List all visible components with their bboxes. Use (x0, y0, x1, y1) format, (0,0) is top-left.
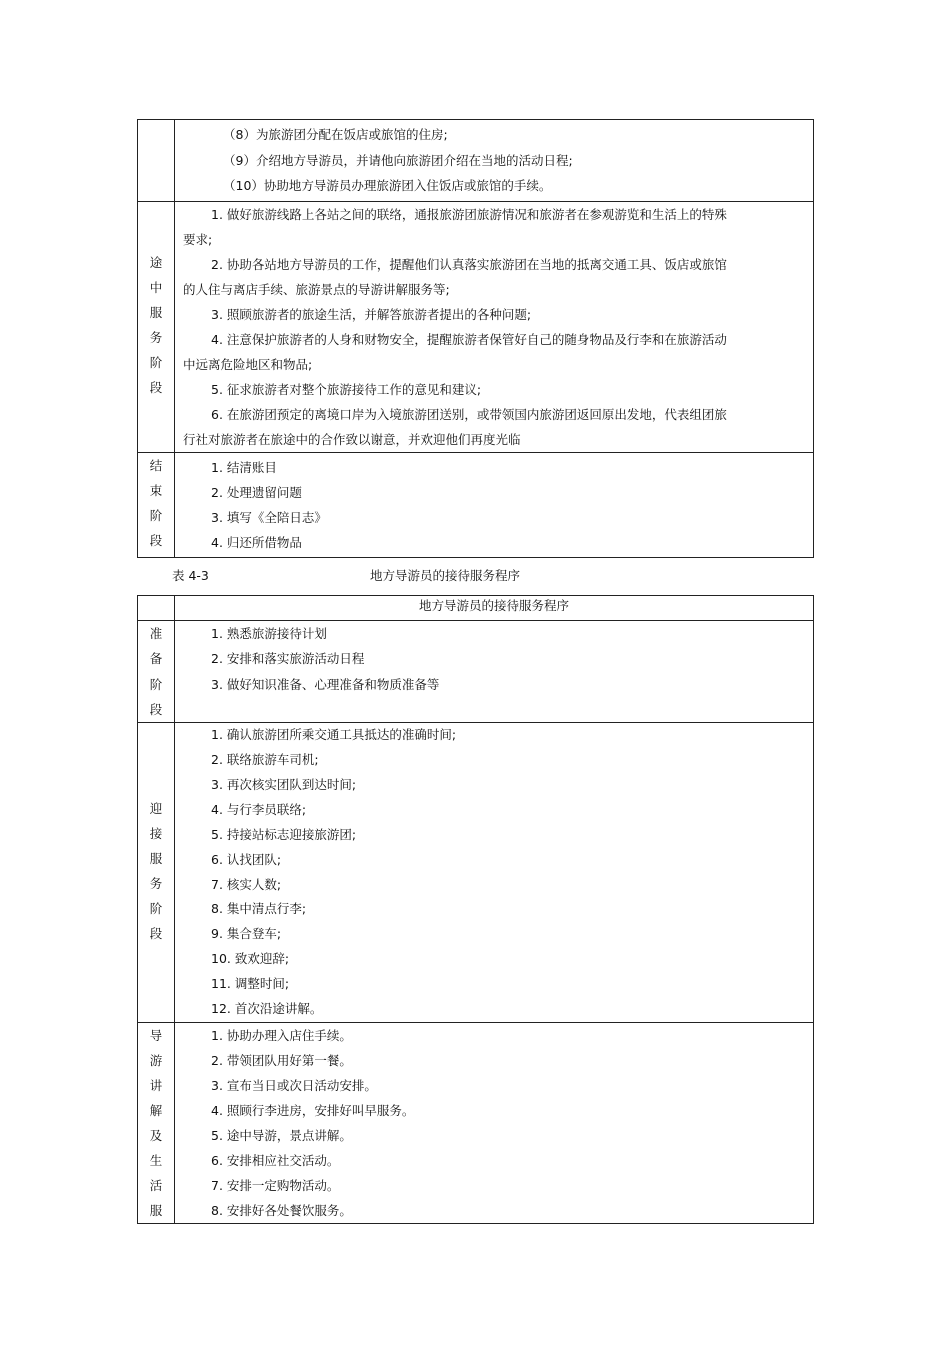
list-item: 4. 注意保护旅游者的人身和财物安全，提醒旅游者保管好自己的随身物品及行李和在旅游活动 (211, 332, 727, 348)
list-item: 1. 结清账目 (211, 460, 277, 476)
stage-cell (138, 621, 175, 723)
empty-space (175, 697, 813, 722)
list-item: 3. 宣布当日或次日活动安排。 (211, 1077, 377, 1093)
table-row (138, 621, 814, 723)
list-item: 1. 协助办理入店住手续。 (211, 1027, 352, 1043)
list-item: 6. 认找团队; (211, 851, 282, 867)
list-item: 6. 安排相应社交活动。 (211, 1152, 340, 1168)
guide-service-table-continued (137, 119, 814, 558)
stage-cell (138, 120, 175, 202)
list-item: 2. 带领团队用好第一餐。 (211, 1052, 352, 1068)
list-item: 要求; (183, 232, 213, 248)
list-item: 中远离危险地区和物品; (183, 357, 313, 373)
list-item: 7. 核实人数; (211, 876, 282, 892)
list-item: （8）为旅游团分配在饭店或旅馆的住房; (223, 127, 448, 142)
table-row (138, 120, 814, 202)
list-item: 5. 征求旅游者对整个旅游接待工作的意见和建议; (211, 382, 482, 398)
list-item: （9）介绍地方导游员，并请他向旅游团介绍在当地的活动日程; (223, 152, 573, 168)
table-row (138, 453, 814, 558)
list-item: 5. 持接站标志迎接旅游团; (211, 826, 357, 842)
list-item: 4. 与行李员联络; (211, 801, 307, 817)
list-item: 11. 调整时间; (211, 976, 290, 992)
list-item: 4. 照顾行李进房，安排好叫早服务。 (211, 1102, 415, 1118)
local-guide-service-table (137, 595, 814, 1224)
table-row (138, 202, 814, 453)
table-body (138, 596, 814, 1224)
stage-cell (138, 453, 175, 558)
list-item: 1. 做好旅游线路上各站之间的联络，通报旅游团旅游情况和旅游者在参观游览和生活上的特殊 (211, 207, 727, 223)
list-item: 3. 填写《全陪日志》 (211, 510, 327, 526)
header-corner-cell (138, 596, 175, 621)
table-header: 地方导游员的接待服务程序 (175, 596, 814, 621)
list-item: 3. 照顾旅游者的旅途生活，并解答旅游者提出的各种问题; (211, 307, 532, 323)
content-cell (175, 723, 814, 1023)
stage-label: 准 备 阶 段 (149, 626, 163, 717)
content-cell (175, 453, 814, 558)
content-cell (175, 621, 814, 723)
list-item: 的人住与离店手续、旅游景点的导游讲解服务等; (183, 282, 450, 298)
list-item: 2. 协助各站地方导游员的工作，提醒他们认真落实旅游团在当地的抵离交通工具、饭店或旅馆 (211, 257, 727, 273)
list-item: 3. 再次核实团队到达时间; (211, 776, 357, 792)
table-row (138, 1022, 814, 1223)
list-item: 10. 致欢迎辞; (211, 951, 290, 967)
stage-label: 迎 接 服 务 阶 段 (149, 801, 163, 941)
list-item: （10）协助地方导游员办理旅游团入住饭店或旅馆的手续。 (223, 178, 552, 194)
list-item: 2. 安排和落实旅游活动日程 (211, 651, 365, 667)
list-item: 4. 归还所借物品 (211, 535, 302, 551)
stage-label: 导 游 讲 解 及 生 活 服 (149, 1027, 163, 1218)
table-row (138, 723, 814, 1023)
stage-label: 途 中 服 务 阶 段 (149, 255, 163, 396)
list-item: 12. 首次沿途讲解。 (211, 1000, 323, 1016)
list-item: 3. 做好知识准备、心理准备和物质准备等 (211, 676, 440, 692)
stage-cell (138, 723, 175, 1023)
list-item: 2. 联络旅游车司机; (211, 752, 319, 768)
list-item: 1. 确认旅游团所乘交通工具抵达的准确时间; (211, 727, 457, 743)
list-item: 8. 安排好各处餐饮服务。 (211, 1202, 352, 1218)
stage-cell (138, 1022, 175, 1223)
table-header-row (138, 596, 814, 621)
list-item: 7. 安排一定购物活动。 (211, 1177, 340, 1193)
list-item: 5. 途中导游，景点讲解。 (211, 1127, 352, 1143)
content-cell (175, 202, 814, 453)
content-cell (175, 1022, 814, 1223)
list-item: 行社对旅游者在旅途中的合作致以谢意，并欢迎他们再度光临 (183, 432, 521, 448)
list-item: 6. 在旅游团预定的离境口岸为入境旅游团送别，或带领国内旅游团返回原出发地，代表组团旅 (211, 407, 727, 423)
list-item: 9. 集合登车; (211, 926, 282, 942)
table-number: 表 4-3 (172, 568, 209, 583)
table-caption: 地方导游员的接待服务程序 (370, 568, 521, 583)
stage-label: 结 束 阶 段 (149, 458, 163, 549)
stage-cell (138, 202, 175, 453)
content-cell (175, 120, 814, 202)
list-item: 8. 集中清点行李; (211, 901, 307, 917)
table-body (138, 120, 814, 558)
list-item: 2. 处理遗留问题 (211, 485, 302, 501)
list-item: 1. 熟悉旅游接待计划 (211, 626, 327, 641)
